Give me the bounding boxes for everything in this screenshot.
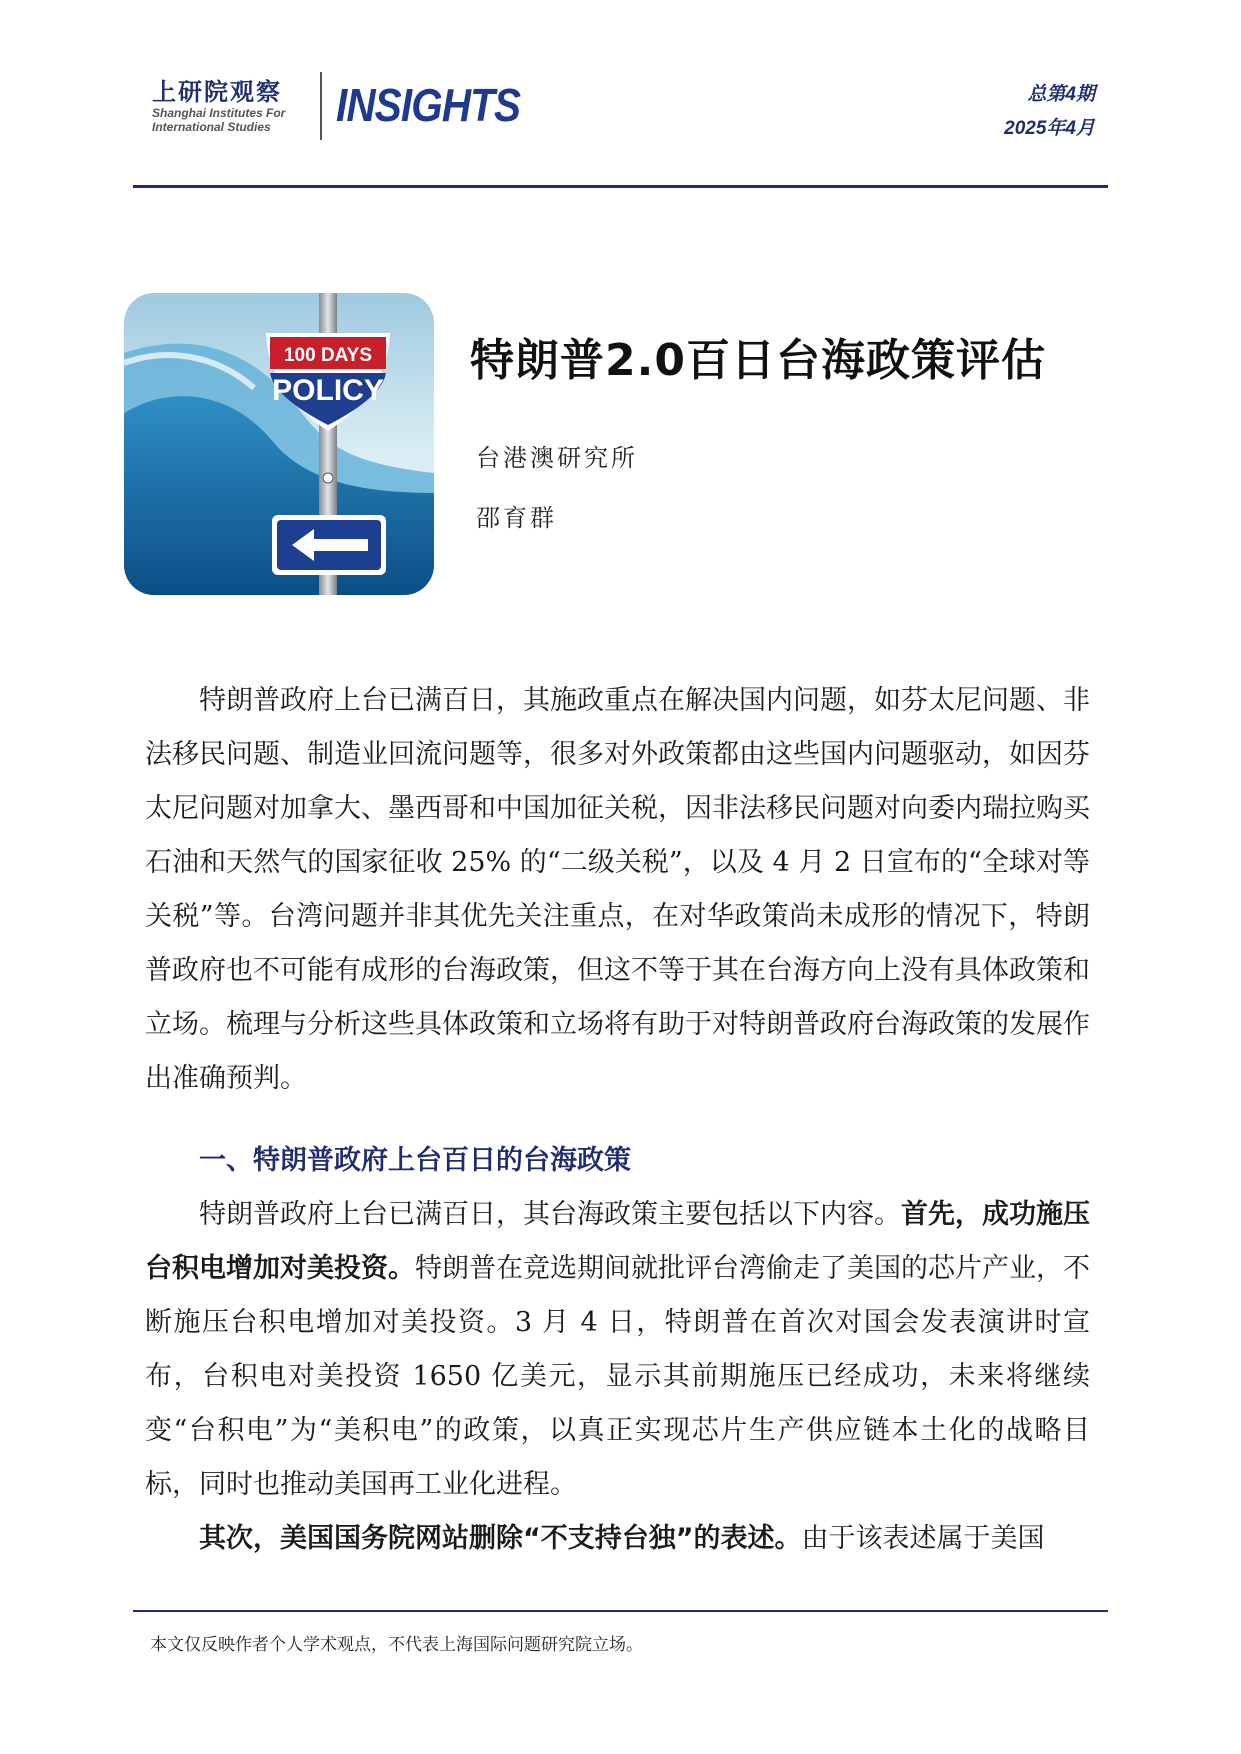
header-rule bbox=[133, 185, 1108, 188]
brand-divider bbox=[320, 72, 322, 140]
author-name: 邵育群 bbox=[476, 504, 557, 532]
section-heading: 一、特朗普政府上台百日的台海政策 bbox=[199, 1145, 631, 1176]
sign-main-text: POLICY bbox=[272, 374, 384, 407]
sign-top-text: 100 DAYS bbox=[283, 345, 373, 366]
paragraph-text: 特朗普在竞选期间就批评台湾偷走了美国的芯片产业，不断施压台积电增加对美投资。3 月 4 日，特朗普在首次对国会发表演讲时宣布，台积电对美投资 1650 亿美元，显示其前期施压已经成功，未来将继续变“台积电”为“美积电”的政策，以真正实现芯片生产供应链本土化的战略目标，同时也推动美国再工业化进程。 bbox=[145, 1253, 1090, 1500]
issue-date: 2025年4月 bbox=[1004, 118, 1095, 139]
paragraph-lead: 特朗普政府上台已满百日，其台海政策主要包括以下内容。 bbox=[199, 1199, 901, 1230]
paragraph-key-point: 首先，成功施压台积电增加对美投资。 bbox=[145, 1199, 1090, 1284]
article-body bbox=[145, 674, 1090, 1566]
paragraph-key-point: 其次，美国国务院网站删除“不支持台独”的表述。 bbox=[199, 1523, 802, 1554]
brand-logo-cn: 上研院观察 bbox=[152, 77, 282, 106]
intro-paragraph: 特朗普政府上台已满百日，其施政重点在解决国内问题，如芬太尼问题、非法移民问题、制造业回流问题等，很多对外政策都由这些国内问题驱动，如因芬太尼问题对加拿大、墨西哥和中国加征关税，因非法移民问题对向委内瑞拉购买石油和天然气的国家征收 25% 的“二级关税”，以及 4 月 2 日宣布的“全球对等关税”等。台湾问题并非其优先关注重点，在对华政策尚未成形的情况下，特朗普政府也不可能有成形的台海政策，但这不等于其在台海方向上没有具体政策和立场。梳理与分析这些具体政策和立场将有助于对特朗普政府台海政策的发展作出准确预判。 bbox=[145, 685, 1090, 1094]
body-paragraph bbox=[145, 1512, 1090, 1566]
paragraph-text: 由于该表述属于美国 bbox=[801, 1523, 1045, 1554]
brand-logo-en bbox=[152, 106, 285, 134]
policy-sign-illustration bbox=[124, 293, 434, 595]
cover-image bbox=[124, 293, 434, 595]
brand-en-line2: International Studies bbox=[152, 120, 271, 134]
series-title: INSIGHTS bbox=[336, 79, 521, 131]
issue-number: 总第4期 bbox=[1027, 84, 1095, 105]
author-department: 台港澳研究所 bbox=[476, 444, 638, 472]
issue-info bbox=[1004, 78, 1095, 146]
footer-rule bbox=[133, 1610, 1108, 1612]
footer-disclaimer: 本文仅反映作者个人学术观点，不代表上海国际问题研究院立场。 bbox=[150, 1635, 643, 1655]
body-paragraph bbox=[145, 1188, 1090, 1512]
article-title: 特朗普2.0百日台海政策评估 bbox=[470, 335, 1046, 386]
brand-en-line1: Shanghai Institutes For bbox=[152, 106, 286, 120]
